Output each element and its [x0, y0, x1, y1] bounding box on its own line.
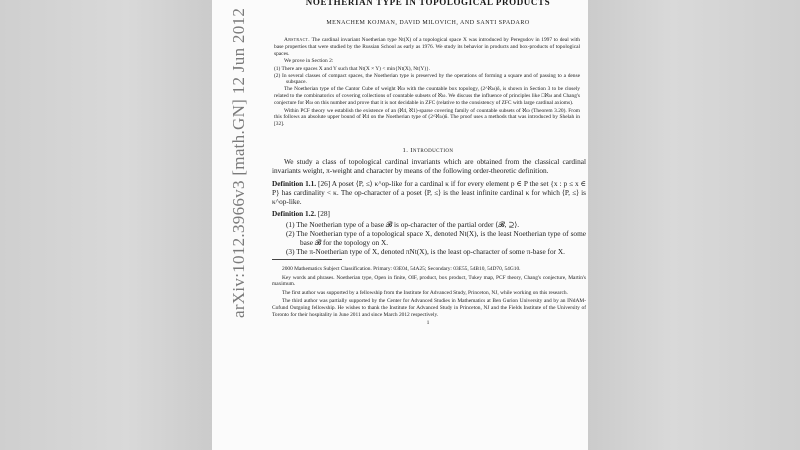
definition-list-item: (1) The Noetherian type of a base 𝓑 is op-character of the partial order ⟨𝓑, ⊇⟩. — [286, 219, 520, 229]
definition-1-1-label: Definition 1.1. — [272, 178, 317, 188]
page-number: 1 — [426, 319, 430, 326]
abstract-intro: The cardinal invariant Noetherian type Nt(X) of a topological space X was introduced by Peregudov in 1997 to deal with base properties that were studied by the Russian School as early as 1976. We study its behavior in products and box-products of topological spaces. — [274, 37, 580, 57]
abstract-paragraph-3: Within PCF theory we establish the existence of an (ℵ4, ℵ1)-sparse covering family of countable subsets of ℵω (Theorem 3.20). From this follows an absolute upper bound of ℵ4 on the Noetherian type of (2^ℵω)δ. The proof uses a methods that was introduced by Shelah in [32]. — [274, 107, 580, 128]
definition-1-2-label: Definition 1.2. — [272, 209, 316, 219]
definition-1-1-text: [26] A poset ⟨P, ≤⟩ κ^op-like for a cardinal κ if for every element p ∈ P the set {x : p ≤ x ∈ P} has cardinality < κ. The op-character of a poset ⟨P, ≤⟩ is the least infinite cardinal κ for which ⟨P, ≤⟩ is κ^op-like. — [272, 178, 586, 207]
right-background — [588, 0, 800, 450]
arxiv-stamp-text: arXiv:1012.3966v3 [math.GN] 12 Jun 2012 — [229, 7, 248, 318]
footnote-msc: 2000 Mathematics Subject Classification. Primary: 03E04, 54A25; Secondary: 03E55, 54B10, 54D70, 54G10. — [282, 266, 521, 273]
abstract — [274, 37, 580, 128]
footnotes — [272, 266, 586, 318]
definition-1-2-ref: [28] — [317, 209, 330, 219]
section-heading: 1. Introduction — [402, 147, 454, 155]
definition-1-2-list — [272, 220, 586, 257]
definition-1-1 — [272, 179, 586, 207]
abstract-prove-intro: We prove in Section 2: — [284, 58, 334, 65]
arxiv-stamp — [228, 7, 250, 318]
paper-page — [212, 0, 588, 450]
intro-paragraph: We study a class of topological cardinal invariants which are obtained from the classical cardinal invariants weight, π-weight and character by means of the following order-theoretic definition. — [272, 157, 586, 176]
abstract-label: Abstract. — [284, 37, 310, 43]
footnote-support-third: The third author was partially supported by the Center for Advanced Studies in Mathematics at Ben Gurion University and by an INdAM-Cofund Outgoing fellowship. He wishes to thank the Institute for Advanced Study in Princeton, NJ and the Fields Institute of the University of Toronto for their hospitality in June 2011 and since March 2012 respectively. — [272, 298, 586, 318]
paper-authors: MENACHEM KOJMAN, DAVID MILOVICH, AND SANTI SPADARO — [326, 20, 530, 26]
body-text — [272, 157, 586, 256]
left-background — [0, 0, 212, 450]
paper-title: NOETHERIAN TYPE IN TOPOLOGICAL PRODUCTS — [305, 0, 551, 7]
footnote-keywords: Key words and phrases. Noetherian type, Open in finite, OIF, product, box product, Tukey map, PCF theory, Chang's conjecture, Martin's maximum. — [272, 274, 586, 288]
footnote-support-first: The first author was supported by a fellowship from the Institute for Advanced Study, Princeton, NJ, while working on this research. — [282, 289, 568, 296]
abstract-list-item: (1) There are spaces X and Y such that Nt(X × Y) < min{Nt(X), Nt(Y)}. — [274, 65, 431, 72]
abstract-list-item: (2) In several classes of compact spaces, the Noetherian type is preserved by the operations of forming a square and of passing to a dense subspace. — [274, 72, 580, 86]
footnote-rule — [272, 259, 342, 260]
definition-list-item: (3) The π-Noetherian type of X, denoted πNt(X), is the least op-character of some π-base for X. — [286, 247, 565, 257]
definition-list-item: (2) The Noetherian type of a topological space X, denoted Nt(X), is the least Noetherian type of some base 𝓑 for the topology on X. — [286, 228, 586, 247]
page-content — [268, 0, 588, 326]
definition-1-2 — [272, 209, 586, 256]
abstract-list — [274, 66, 580, 87]
abstract-paragraph-2: The Noetherian type of the Cantor Cube of weight ℵω with the countable box topology, (2^ℵω)δ, is shown in Section 3 to be closely related to the combinatorics of covering collections of countable subsets of ℵω. We discuss the influence of principles like □ℵω and Chang's conjecture for ℵω on this number and prove that it is not decidable in ZFC (relative to the consistency of ZFC with large cardinal axioms). — [274, 86, 580, 107]
